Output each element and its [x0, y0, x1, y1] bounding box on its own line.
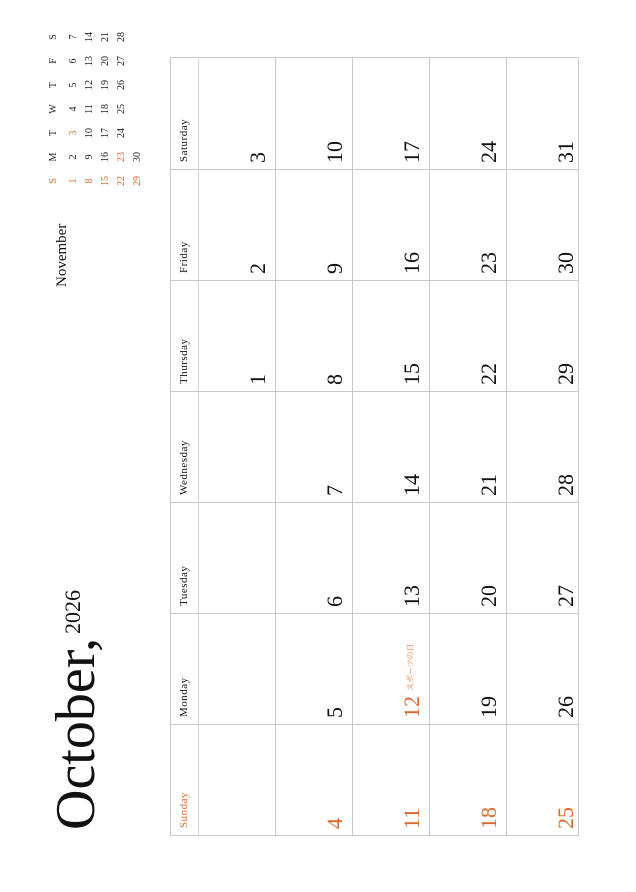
- grid-line: [170, 502, 579, 503]
- day-number[interactable]: 21: [476, 474, 501, 496]
- mini-date: 11: [84, 104, 95, 114]
- grid-line: [578, 57, 579, 836]
- day-number[interactable]: 26: [553, 696, 578, 718]
- day-number[interactable]: 28: [553, 474, 578, 496]
- weekday-header: Friday: [178, 241, 190, 273]
- mini-date: 25: [116, 104, 127, 114]
- mini-date: 29: [132, 176, 143, 186]
- mini-date: 4: [68, 106, 79, 112]
- mini-date: 3: [68, 130, 79, 136]
- mini-date: 6: [68, 58, 79, 64]
- mini-weekday-header: W: [48, 104, 59, 114]
- mini-date: 30: [132, 152, 143, 162]
- grid-line: [352, 57, 353, 836]
- month-grid: [170, 57, 579, 836]
- mini-date: 5: [68, 82, 79, 88]
- day-number[interactable]: 22: [476, 363, 501, 385]
- mini-weekday-header: T: [48, 81, 59, 89]
- mini-date: 21: [100, 32, 111, 42]
- weekday-header: Wednesday: [178, 440, 190, 495]
- weekday-header: Saturday: [178, 118, 190, 162]
- grid-line: [170, 835, 579, 836]
- grid-line: [429, 57, 430, 836]
- mini-date: 8: [84, 178, 95, 184]
- mini-date: 16: [100, 152, 111, 162]
- grid-line: [170, 57, 579, 58]
- day-number[interactable]: 4: [322, 818, 347, 829]
- grid-line: [170, 724, 579, 725]
- mini-date: 10: [84, 128, 95, 138]
- day-number[interactable]: 27: [553, 585, 578, 607]
- day-number[interactable]: 30: [553, 252, 578, 274]
- mini-date: 17: [100, 128, 111, 138]
- mini-calendar-title: November: [54, 223, 70, 287]
- mini-date: 18: [100, 104, 111, 114]
- day-number[interactable]: 31: [553, 141, 578, 163]
- day-number[interactable]: 29: [553, 363, 578, 385]
- day-number[interactable]: 13: [399, 585, 424, 607]
- mini-date: 24: [116, 128, 127, 138]
- day-number[interactable]: 15: [399, 363, 424, 385]
- grid-line: [170, 613, 579, 614]
- grid-line: [170, 280, 579, 281]
- page-title: October,: [45, 637, 107, 830]
- day-number[interactable]: 20: [476, 585, 501, 607]
- day-number[interactable]: 17: [399, 141, 424, 163]
- mini-date: 14: [84, 32, 95, 42]
- grid-line: [170, 57, 171, 836]
- mini-date: 27: [116, 56, 127, 66]
- holiday-label: スポーツの日: [406, 643, 415, 691]
- mini-date: 1: [68, 178, 79, 184]
- grid-line: [170, 169, 579, 170]
- day-number[interactable]: 18: [476, 807, 501, 829]
- day-number[interactable]: 10: [322, 141, 347, 163]
- day-number[interactable]: 3: [245, 152, 270, 163]
- day-number[interactable]: 23: [476, 252, 501, 274]
- mini-date: 15: [100, 176, 111, 186]
- mini-weekday-header: T: [48, 129, 59, 137]
- grid-line: [506, 57, 507, 836]
- day-number[interactable]: 7: [322, 485, 347, 496]
- day-number[interactable]: 8: [322, 374, 347, 385]
- day-number[interactable]: 25: [553, 807, 578, 829]
- mini-date: 20: [100, 56, 111, 66]
- day-number[interactable]: 2: [245, 263, 270, 274]
- day-number[interactable]: 14: [399, 474, 424, 496]
- mini-date: 9: [84, 154, 95, 160]
- mini-date: 28: [116, 32, 127, 42]
- mini-weekday-header: S: [48, 34, 59, 40]
- day-number[interactable]: 6: [322, 596, 347, 607]
- weekday-header: Sunday: [178, 792, 190, 828]
- mini-date: 7: [68, 34, 79, 40]
- day-number[interactable]: 11: [399, 807, 424, 829]
- mini-weekday-header: F: [48, 58, 59, 64]
- grid-line: [275, 57, 276, 836]
- mini-date: 2: [68, 154, 79, 160]
- page-year: 2026: [60, 590, 85, 634]
- day-number[interactable]: 12: [399, 696, 424, 718]
- day-number[interactable]: 16: [399, 252, 424, 274]
- mini-weekday-header: S: [48, 178, 59, 184]
- day-number[interactable]: 24: [476, 141, 501, 163]
- weekday-header: Thursday: [178, 338, 190, 384]
- mini-date: 19: [100, 80, 111, 90]
- day-number[interactable]: 5: [322, 707, 347, 718]
- day-number[interactable]: 9: [322, 263, 347, 274]
- mini-date: 13: [84, 56, 95, 66]
- mini-weekday-header: M: [48, 152, 59, 162]
- weekday-header: Monday: [178, 677, 190, 717]
- mini-date: 12: [84, 80, 95, 90]
- grid-line: [198, 57, 199, 836]
- grid-line: [170, 391, 579, 392]
- mini-date: 26: [116, 80, 127, 90]
- mini-date: 22: [116, 176, 127, 186]
- day-number[interactable]: 19: [476, 696, 501, 718]
- mini-date: 23: [116, 152, 127, 162]
- day-number[interactable]: 1: [245, 374, 270, 385]
- weekday-header: Tuesday: [178, 565, 190, 606]
